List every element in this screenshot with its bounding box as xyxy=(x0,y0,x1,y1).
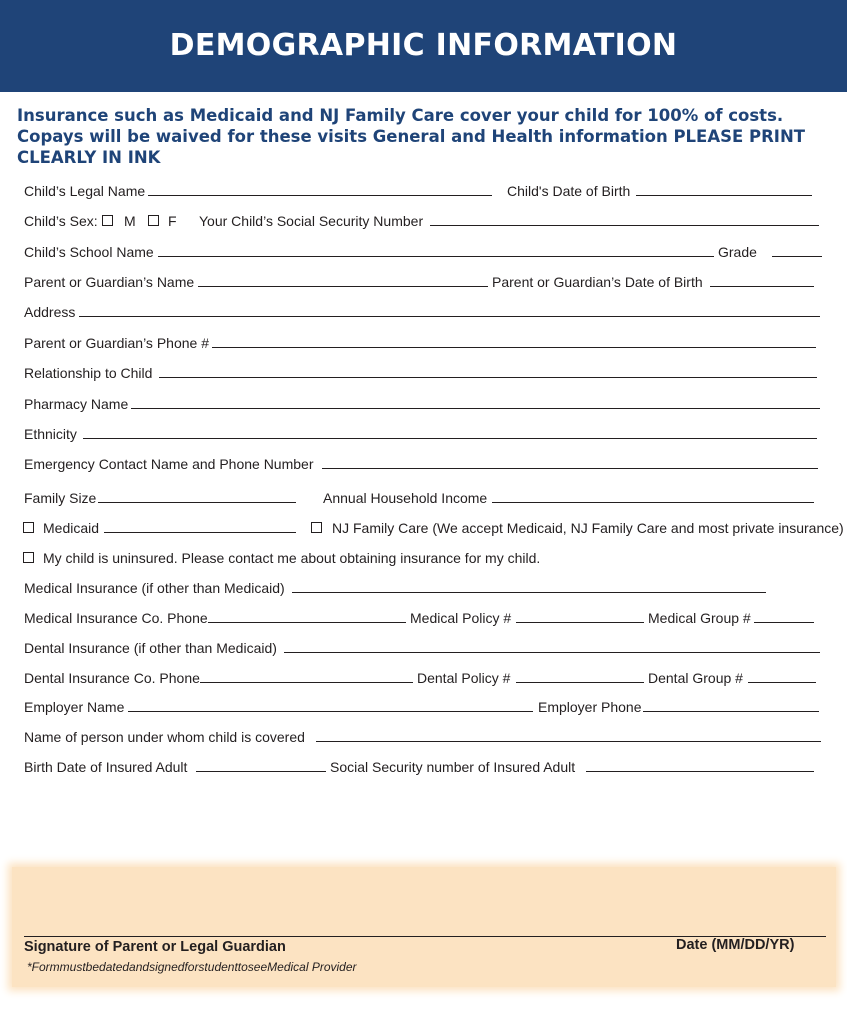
parent-phone-label: Parent or Guardian’s Phone # xyxy=(24,335,209,351)
medicaid-label: Medicaid xyxy=(43,520,100,536)
dental-insurance-field[interactable] xyxy=(284,652,820,653)
employer-phone-label: Employer Phone xyxy=(538,699,642,715)
child-sex-label: Child’s Sex: xyxy=(24,213,98,229)
child-legal-name-field[interactable] xyxy=(148,195,492,196)
family-size-field[interactable] xyxy=(98,502,296,503)
medical-policy-label: Medical Policy # xyxy=(410,610,512,626)
dental-phone-label: Dental Insurance Co. Phone xyxy=(24,670,200,686)
medical-phone-label: Medical Insurance Co. Phone xyxy=(24,610,208,626)
pharmacy-label: Pharmacy Name xyxy=(24,396,129,412)
dental-group-label: Dental Group # xyxy=(648,670,743,686)
uninsured-checkbox[interactable] xyxy=(23,552,34,563)
medical-group-field[interactable] xyxy=(754,622,814,623)
pharmacy-field[interactable] xyxy=(131,408,820,409)
row-uninsured xyxy=(24,548,824,568)
medical-phone-field[interactable] xyxy=(208,622,406,623)
row-ethnicity xyxy=(24,424,824,444)
medicaid-checkbox[interactable] xyxy=(23,522,34,533)
row-employer xyxy=(24,697,824,717)
row-dental-details xyxy=(24,668,824,688)
covered-person-label: Name of person under whom child is covered xyxy=(24,729,305,745)
dental-policy-field[interactable] xyxy=(516,682,644,683)
emergency-contact-label: Emergency Contact Name and Phone Number xyxy=(24,456,314,472)
household-income-field[interactable] xyxy=(492,502,814,503)
employer-name-label: Employer Name xyxy=(24,699,125,715)
child-ssn-field[interactable] xyxy=(430,225,819,226)
dental-phone-field[interactable] xyxy=(200,682,413,683)
row-emergency xyxy=(24,454,824,474)
child-school-field[interactable] xyxy=(158,256,714,257)
uninsured-label: My child is uninsured. Please contact me about obtaining insurance for my child. xyxy=(43,550,541,566)
relationship-field[interactable] xyxy=(159,377,817,378)
ethnicity-field[interactable] xyxy=(83,438,817,439)
parent-name-label: Parent or Guardian’s Name xyxy=(24,274,195,290)
medical-policy-field[interactable] xyxy=(516,622,644,623)
address-label: Address xyxy=(24,304,76,320)
sex-m-checkbox[interactable] xyxy=(102,215,113,226)
sex-m-label: M xyxy=(124,213,136,229)
relationship-label: Relationship to Child xyxy=(24,365,153,381)
insured-ssn-field[interactable] xyxy=(586,771,814,772)
medical-insurance-label: Medical Insurance (if other than Medicaid) xyxy=(24,580,285,596)
child-dob-label: Child's Date of Birth xyxy=(507,183,631,199)
row-parent xyxy=(24,272,824,292)
parent-dob-label: Parent or Guardian’s Date of Birth xyxy=(492,274,703,290)
signature-label: Signature of Parent or Legal Guardian xyxy=(24,939,286,955)
insured-dob-label: Birth Date of Insured Adult xyxy=(24,759,188,775)
signature-note: *FormmustbedatedandsignedforstudenttoseeMedical Provider xyxy=(27,960,357,974)
parent-phone-field[interactable] xyxy=(212,347,816,348)
address-field[interactable] xyxy=(79,316,820,317)
dental-policy-label: Dental Policy # xyxy=(417,670,511,686)
child-school-label: Child’s School Name xyxy=(24,244,154,260)
row-child-sex xyxy=(24,211,824,231)
row-dental-insurance xyxy=(24,638,824,658)
insured-ssn-label: Social Security number of Insured Adult xyxy=(330,759,576,775)
child-ssn-label: Your Child’s Social Security Number xyxy=(199,213,424,229)
intro-text: Insurance such as Medicaid and NJ Family Care cover your child for 100% of costs. Copays will be waived for these visits General and Health information PLEASE PRINT CLEARLY IN INK xyxy=(17,106,806,167)
dental-insurance-label: Dental Insurance (if other than Medicaid) xyxy=(24,640,277,656)
page-title: DEMOGRAPHIC INFORMATION xyxy=(169,28,678,63)
insured-dob-field[interactable] xyxy=(196,771,326,772)
row-insured-adult xyxy=(24,757,824,777)
nj-family-care-label: NJ Family Care (We accept Medicaid, NJ Family Care and most private insurance) xyxy=(332,520,844,536)
row-insurance-type xyxy=(24,518,847,538)
medical-group-label: Medical Group # xyxy=(648,610,751,626)
medical-insurance-field[interactable] xyxy=(292,592,766,593)
employer-name-field[interactable] xyxy=(128,711,533,712)
dental-group-field[interactable] xyxy=(748,682,816,683)
covered-person-field[interactable] xyxy=(316,741,821,742)
child-legal-name-label: Child’s Legal Name xyxy=(24,183,146,199)
row-relationship xyxy=(24,363,824,383)
parent-name-field[interactable] xyxy=(198,286,488,287)
row-pharmacy xyxy=(24,394,824,414)
parent-dob-field[interactable] xyxy=(710,286,814,287)
row-school xyxy=(24,242,824,262)
row-covered-person xyxy=(24,727,824,747)
grade-label: Grade xyxy=(718,244,757,260)
nj-family-care-checkbox[interactable] xyxy=(311,522,322,533)
sex-f-label: F xyxy=(168,213,177,229)
row-address xyxy=(24,302,824,322)
row-medical-details xyxy=(24,608,824,628)
signature-date-label: Date (MM/DD/YR) xyxy=(676,937,795,953)
child-dob-field[interactable] xyxy=(636,195,812,196)
employer-phone-field[interactable] xyxy=(643,711,819,712)
row-parent-phone xyxy=(24,333,824,353)
ethnicity-label: Ethnicity xyxy=(24,426,77,442)
household-income-label: Annual Household Income xyxy=(323,490,488,506)
row-family xyxy=(24,488,824,508)
header-banner xyxy=(0,0,847,92)
row-child-name xyxy=(24,181,824,201)
row-medical-insurance xyxy=(24,578,824,598)
medicaid-field[interactable] xyxy=(104,532,296,533)
grade-field[interactable] xyxy=(772,256,822,257)
family-size-label: Family Size xyxy=(24,490,97,506)
emergency-contact-field[interactable] xyxy=(322,468,818,469)
sex-f-checkbox[interactable] xyxy=(148,215,159,226)
